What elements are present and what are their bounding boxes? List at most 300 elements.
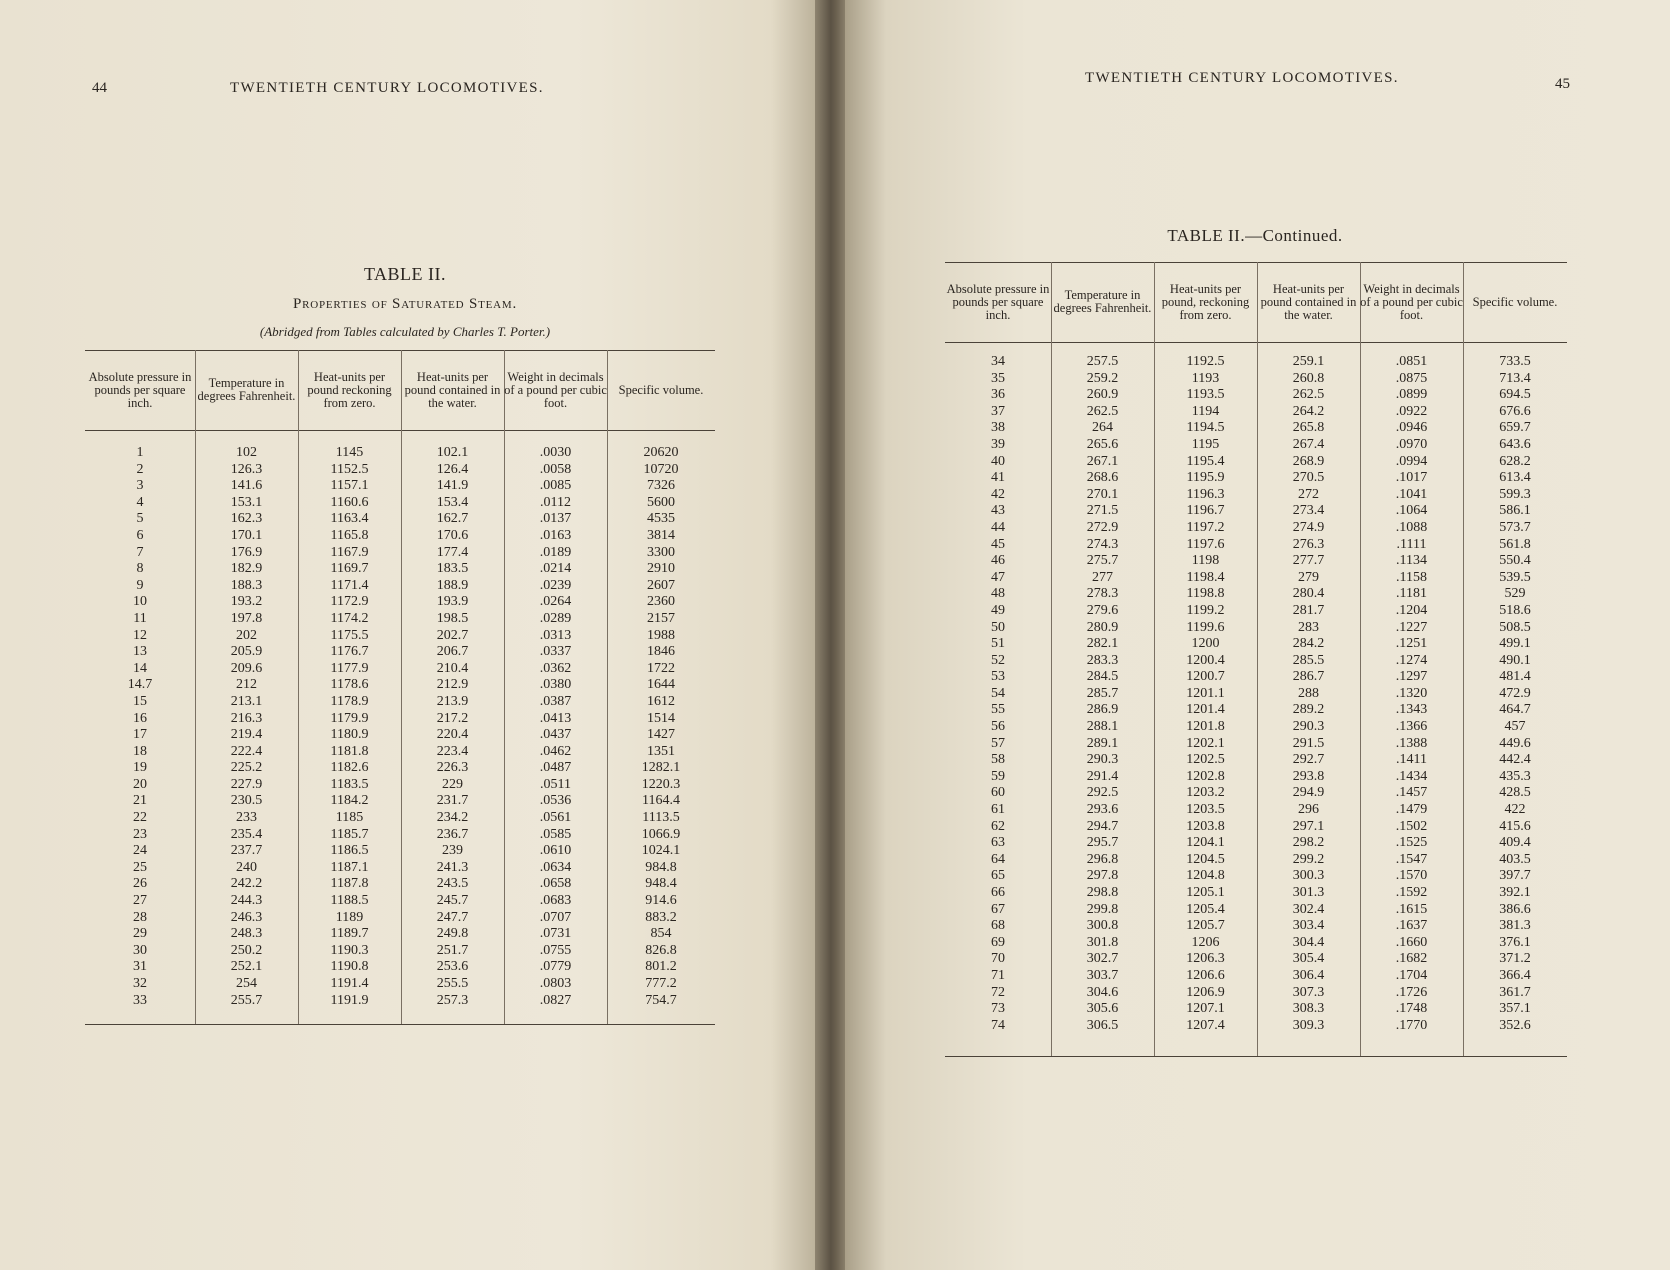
table-cell: 1163.4 [330,511,369,527]
table-cell: 1204.8 [1186,868,1225,884]
table-cell: 1722 [647,660,675,676]
table-cell: 518.6 [1499,602,1531,618]
table-cell: 1187.1 [330,859,369,875]
header-volume: Specific volume. [618,382,704,397]
table-cell: 296.8 [1086,851,1119,867]
table-cell: .0731 [539,926,572,942]
table-cell: 73 [991,1001,1005,1017]
table-cell: 292.5 [1086,785,1119,801]
table-cell: 270.1 [1086,486,1119,502]
table-cell: 1193.5 [1186,387,1225,403]
table-cell: 220.4 [436,727,469,743]
table-cell: 301.8 [1086,934,1119,950]
table-cell: 282.1 [1086,636,1119,652]
table-cell: .0779 [539,959,572,975]
table-cell: 298.8 [1086,885,1119,900]
table-cell: 274.9 [1292,519,1325,535]
table-cell: 1185 [335,810,364,826]
table-cell: 260.8 [1292,370,1325,386]
table-cell: 57 [991,735,1005,751]
table-cell: 1196.3 [1186,486,1225,502]
table-cell: 241.3 [436,859,469,875]
table-cell: 262.5 [1292,387,1325,403]
table-cell: 68 [991,918,1005,934]
table-cell: 281.7 [1292,602,1325,618]
table-cell: 162.7 [436,511,469,527]
table-cell: 251.7 [436,942,469,958]
table-cell: 6 [136,527,144,543]
table-cell: .1320 [1395,685,1428,701]
table-cell: 202 [236,627,257,643]
table-cell: 1192.5 [1186,354,1225,369]
table-cell: 371.2 [1499,951,1531,967]
table-cell: 826.8 [645,942,677,958]
table-cell: 242.2 [230,876,263,892]
table-cell: 1199.6 [1186,619,1225,635]
table-cell: 1172.9 [330,594,369,610]
table-cell: .1366 [1395,719,1428,735]
table-cell: 1203.5 [1186,802,1225,818]
table-cell: 48 [991,586,1005,602]
table-cell: 754.7 [645,992,677,1008]
header-weight: Weight in decimals of a pound per cubic foot. [504,369,607,410]
table-cell: 472.9 [1499,685,1531,701]
table-cell: 289.2 [1292,702,1325,718]
pressure-column [945,354,1051,1034]
table-cell: 1190.3 [330,942,369,958]
table-cell: 234.2 [436,810,469,826]
table-cell: .0214 [539,561,572,577]
table-cell: 274.3 [1086,536,1119,552]
table-cell: 102 [236,445,257,460]
table-cell: .1637 [1395,918,1428,934]
table-cell: 206.7 [436,644,469,660]
table-cell: 1199.2 [1186,602,1225,618]
table-cell: .1570 [1395,868,1428,884]
table-cell: 352.6 [1499,1017,1531,1033]
table-cell: .1297 [1395,669,1428,685]
table-cell: .1434 [1395,768,1428,784]
table-cell: 64 [991,851,1005,867]
table-cell: .0922 [1395,403,1428,419]
steam-table-left [85,350,715,1030]
table-cell: 34 [991,354,1005,369]
table-cell: 236.7 [436,826,469,842]
table-cell: 1024.1 [641,843,681,859]
table-cell: 1174.2 [330,610,369,626]
table-cell: 183.5 [436,561,469,577]
table-cell: 193.9 [436,594,469,610]
table-cell: .0487 [539,760,572,776]
table-cell: 257.5 [1086,354,1119,369]
table-cell: .1748 [1395,1001,1428,1017]
table-cell: 280.9 [1086,619,1119,635]
table-cell: 1200.4 [1186,652,1225,668]
table-cell: 16 [133,710,147,726]
table-cell: 1514 [647,710,675,726]
table-cell: 216.3 [230,710,263,726]
table-cell: 268.9 [1292,453,1325,469]
table-cell: 294.7 [1086,818,1119,834]
table-cell: 126.4 [436,461,469,477]
table-cell: 1201.4 [1186,702,1225,718]
table-cell: 37 [991,403,1005,419]
table-cell: 561.8 [1499,536,1531,552]
table-cell: 170.1 [230,527,263,543]
table-cell: 586.1 [1499,503,1531,519]
table-cell: 1612 [647,693,675,709]
table-cell: 1988 [647,627,675,643]
table-cell: 288.1 [1086,719,1119,735]
table-cell: 1164.4 [642,793,680,809]
table-cell: 1167.9 [330,544,369,560]
header-pressure: Absolute pressure in pounds per square inch. [88,369,192,410]
table-cell: 403.5 [1499,851,1531,867]
table-cell: 39 [991,436,1005,452]
table-cell: .0610 [539,843,572,859]
table-cell: .1134 [1396,553,1427,569]
page-number: 44 [92,80,107,96]
table-cell: 1194 [1191,403,1220,419]
table-cell: 289.1 [1086,735,1119,751]
table-cell: 1205.1 [1186,885,1225,900]
table-cell: 464.7 [1499,702,1531,718]
table-cell: 217.2 [436,710,469,726]
table-cell: 386.6 [1499,901,1531,917]
table-cell: 295.7 [1086,835,1119,851]
table-cell: 193.2 [230,594,263,610]
table-cell: 244.3 [230,893,263,909]
table-cell: 449.6 [1499,735,1531,751]
table-bottom-rule [945,1056,1567,1057]
table-cell: 777.2 [645,976,677,991]
table-cell: 457 [1504,719,1526,735]
table-cell: .1682 [1395,951,1428,967]
table-cell: 733.5 [1499,354,1531,369]
table-cell: 27 [133,893,147,909]
table-cell: .1411 [1396,752,1427,768]
table-cell: 3814 [647,527,675,543]
table-cell: .0337 [539,644,572,660]
table-cell: 265.8 [1292,420,1325,436]
table-cell: .1343 [1395,702,1428,718]
table-cell: 1189 [335,909,364,925]
table-cell: 1195 [1191,436,1220,452]
table-cell: .0058 [539,461,572,477]
table-cell: .0683 [539,893,572,909]
table-cell: 397.7 [1499,868,1531,884]
table-cell: .0112 [540,494,571,510]
table-cell: 409.4 [1499,835,1531,851]
table-cell: 1175.5 [330,627,369,643]
table-cell: .1479 [1395,802,1428,818]
table-cell: 3300 [647,544,675,560]
table-cell: 13 [133,644,147,660]
weight-column [1360,354,1463,1034]
table-cell: 307.3 [1292,984,1325,1000]
table-cell: 277.7 [1292,553,1325,569]
table-cell: 1197.2 [1186,519,1225,535]
table-cell: 9 [136,577,144,593]
table-cell: .0163 [539,527,572,543]
table-cell: 231.7 [436,793,469,809]
table-cell: 17 [133,727,147,743]
table-cell: 255.7 [230,992,263,1008]
table-cell: 854 [650,926,672,942]
steam-table-right [945,262,1567,1062]
table-cell: 18 [133,743,147,759]
table-cell: 240 [236,859,257,875]
table-cell: 2607 [647,577,675,593]
table-cell: .0030 [539,445,572,460]
table-cell: 223.4 [436,743,469,759]
table-cell: 213.1 [230,693,263,709]
table-cell: 643.6 [1499,436,1531,452]
table-cell: 250.2 [230,942,263,958]
table-cell: .1088 [1395,519,1428,535]
table-cell: 1205.4 [1186,901,1225,917]
heat-water-column [1257,354,1360,1034]
table-cell: 309.3 [1292,1017,1325,1033]
table-cell: 35 [991,370,1005,386]
table-cell: 229 [442,776,463,792]
table-cell: 984.8 [645,859,677,875]
table-cell: .0437 [539,727,572,743]
table-cell: .1502 [1395,818,1428,834]
table-cell: 1207.1 [1186,1001,1225,1017]
table-cell: 1198 [1191,553,1220,569]
table-cell: 42 [991,486,1005,502]
table-cell: 801.2 [645,959,677,975]
table-cell: 304.6 [1086,984,1119,1000]
table-cell: 226.3 [436,760,469,776]
table-cell: 265.6 [1086,436,1119,452]
table-cell: 1152.5 [330,461,369,477]
table-cell: 1185.7 [330,826,369,842]
table-cell: 275.7 [1086,553,1119,569]
table-cell: 297.1 [1292,818,1325,834]
table-cell: 233 [236,810,257,826]
table-cell: 293.6 [1086,802,1119,818]
table-cell: 55 [991,702,1005,718]
header-heat-total: Heat-units per pound reckoning from zero. [307,369,392,410]
table-cell: 56 [991,719,1005,735]
table-cell: .1592 [1395,885,1428,900]
table-cell: 392.1 [1499,885,1531,900]
table-cell: .0462 [539,743,572,759]
table-cell: 2157 [647,610,675,626]
table-cell: 268.6 [1086,470,1119,486]
table-cell: 209.6 [230,660,263,676]
table-cell: 1282.1 [641,760,681,776]
table-cell: 286.9 [1086,702,1119,718]
table-cell: 188.9 [436,577,469,593]
table-cell: 38 [991,420,1005,436]
table-cell: .0536 [539,793,572,809]
table-cell: 59 [991,768,1005,784]
table-cell: 1204.1 [1186,835,1225,851]
temperature-column [195,445,298,1009]
table-cell: 272 [1298,486,1319,502]
table-header-rule [945,342,1567,343]
table-cell: 529 [1504,586,1526,602]
table-cell: 308.3 [1292,1001,1325,1017]
weight-column [504,445,607,1009]
table-cell: 1157.1 [330,478,369,494]
table-cell: 49 [991,602,1005,618]
running-head: TWENTIETH CENTURY LOCOMOTIVES. [230,80,544,96]
table-cell: 297.8 [1086,868,1119,884]
heat-total-column [298,445,401,1009]
table-cell: 245.7 [436,893,469,909]
table-cell: .1204 [1395,602,1428,618]
table-cell: 1427 [647,727,675,743]
table-cell: 1176.7 [330,644,369,660]
table-cell: .1111 [1396,536,1427,552]
table-cell: 74 [991,1017,1005,1033]
table-cell: .0851 [1395,354,1428,369]
table-cell: 279.6 [1086,602,1119,618]
header-heat-water: Heat-units per pound contained in the water. [404,369,501,410]
table-cell: 12 [133,627,147,643]
table-cell: 1200.7 [1186,669,1225,685]
heat-water-column [401,445,504,1009]
table-cell: 271.5 [1086,503,1119,519]
table-cell: 1160.6 [330,494,369,510]
table-cell: .0362 [539,660,572,676]
table-cell: .0387 [539,693,572,709]
table-cell: 499.1 [1499,636,1531,652]
table-cell: 1145 [335,445,364,460]
table-cell: 1202.8 [1186,768,1225,784]
table-cell: 22 [133,810,147,826]
table-cell: 63 [991,835,1005,851]
table-cell: 280.4 [1292,586,1325,602]
table-cell: 202.7 [436,627,469,643]
table-cell: 303.4 [1292,918,1325,934]
table-cell: 235.4 [230,826,263,842]
table-cell: 1206 [1191,934,1220,950]
table-cell: 301.3 [1292,885,1325,900]
table-cell: 41 [991,470,1005,486]
table-cell: 914.6 [645,893,677,909]
table-cell: 694.5 [1499,387,1531,403]
table-cell: 25 [133,859,147,875]
table-cell: 1203.8 [1186,818,1225,834]
table-cell: 948.4 [645,876,677,892]
table-cell: 10 [133,594,147,610]
table-cell: 300.3 [1292,868,1325,884]
table-cell: 291.4 [1086,768,1119,784]
table-cell: 141.9 [436,478,469,494]
table-cell: 51 [991,636,1005,652]
table-cell: .0803 [539,976,572,991]
table-cell: 197.8 [230,610,263,626]
table-cell: 1201.1 [1186,685,1225,701]
table-cell: 36 [991,387,1005,403]
table-cell: 3 [136,478,144,494]
table-cell: .0511 [540,776,571,792]
table-cell: 302.4 [1292,901,1325,917]
table-cell: 227.9 [230,776,263,792]
table-cell: 66 [991,885,1005,900]
table-cell: 599.3 [1499,486,1531,502]
table-cell: 1186.5 [330,843,369,859]
table-cell: .1525 [1395,835,1428,851]
table-cell: 212 [236,677,257,693]
running-head: TWENTIETH CENTURY LOCOMOTIVES. [1085,70,1399,86]
table-cell: 267.1 [1086,453,1119,469]
header-temperature: Temperature in degrees Fahrenheit. [1053,288,1152,315]
table-cell: 205.9 [230,644,263,660]
table-cell: 1178.9 [330,693,369,709]
table-cell: 1178.6 [330,677,369,693]
table-cell: 2 [136,461,144,477]
table-cell: 1191.4 [330,976,369,991]
table-cell: 1195.4 [1186,453,1225,469]
table-cell: 361.7 [1499,984,1531,1000]
table-cell: 45 [991,536,1005,552]
table-cell: 267.4 [1292,436,1325,452]
table-cell: 20620 [643,445,679,460]
table-cell: 285.5 [1292,652,1325,668]
table-cell: 1206.6 [1186,967,1225,983]
table-cell: 442.4 [1499,752,1531,768]
table-cell: 15 [133,693,147,709]
table-cell: 212.9 [436,677,469,693]
table-cell: 28 [133,909,147,925]
table-subtitle: Properties of Saturated Steam. [292,296,518,312]
table-cell: 550.4 [1499,553,1531,569]
table-cell: 573.7 [1499,519,1531,535]
table-cell: .1017 [1395,470,1428,486]
table-cell: 366.4 [1499,967,1531,983]
table-cell: .0994 [1395,453,1428,469]
table-cell: 239 [442,843,463,859]
table-cell: 286.7 [1292,669,1325,685]
table-cell: 1177.9 [330,660,369,676]
table-cell: .1660 [1395,934,1428,950]
table-cell: 30 [133,942,147,958]
table-cell: 182.9 [230,561,263,577]
table-cell: 303.7 [1086,967,1119,983]
table-cell: 288 [1298,685,1319,701]
table-cell: 713.4 [1499,370,1531,386]
table-cell: 278.3 [1086,586,1119,602]
volume-column [607,445,715,1009]
header-weight: Weight in decimals of a pound per cubic foot. [1360,281,1463,322]
table-cell: 676.6 [1499,403,1531,419]
table-cell: 10720 [643,461,679,477]
table-cell: 255.5 [436,976,469,991]
page-number: 45 [1555,76,1570,92]
table-cell: .0970 [1395,436,1428,452]
table-cell: 243.5 [436,876,469,892]
table-cell: .0585 [539,826,572,842]
header-heat-water: Heat-units per pound contained in the water. [1260,281,1357,322]
table-cell: 381.3 [1499,918,1531,934]
table-cell: .0413 [539,710,572,726]
table-cell: 428.5 [1499,785,1531,801]
table-cell: 1205.7 [1186,918,1225,934]
table-cell: 1187.8 [330,876,369,892]
table-cell: 32 [133,976,147,991]
table-cell: 1183.5 [330,776,369,792]
table-cell: 102.1 [436,445,469,460]
table-cell: .1457 [1395,785,1428,801]
table-cell: 435.3 [1499,768,1531,784]
header-volume: Specific volume. [1472,294,1558,309]
